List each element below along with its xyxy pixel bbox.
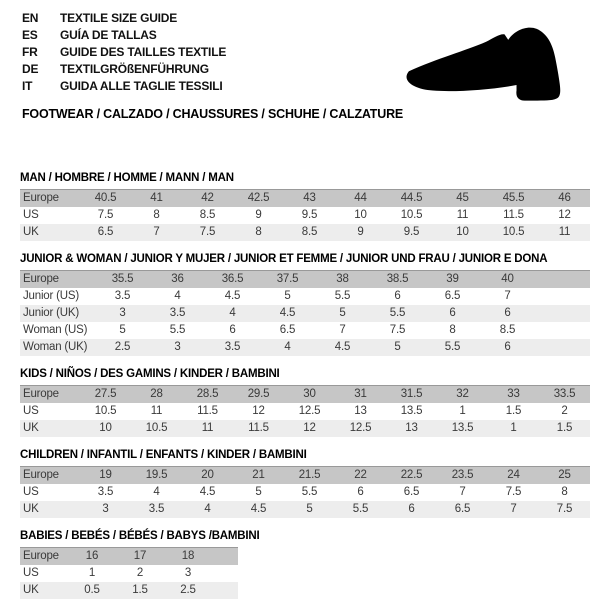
size-table-title: JUNIOR & WOMAN / JUNIOR Y MUJER / JUNIOR ET FEMME / JUNIOR UND FRAU / JUNIOR E DONA bbox=[20, 253, 548, 265]
size-cell: 5.5 bbox=[370, 305, 425, 322]
size-cell: 21.5 bbox=[284, 467, 335, 485]
size-cell: 5 bbox=[370, 339, 425, 356]
row-label: Europe bbox=[20, 548, 68, 566]
size-cell: 35.5 bbox=[95, 271, 150, 289]
table-row bbox=[20, 467, 590, 485]
empty-cell bbox=[535, 271, 590, 289]
table-row bbox=[20, 305, 590, 322]
size-cell: 11 bbox=[456, 209, 469, 221]
size-cell: 7 bbox=[504, 290, 511, 302]
size-cell: 0.5 bbox=[68, 582, 116, 599]
size-cell: 3.5 bbox=[205, 339, 260, 356]
size-cell: 10.5 bbox=[488, 224, 539, 241]
language-code: DE bbox=[22, 62, 39, 76]
table-row bbox=[20, 288, 590, 305]
size-cell: 40.5 bbox=[80, 190, 131, 208]
row-label: UK bbox=[20, 582, 68, 599]
size-cell: 4 bbox=[174, 290, 181, 302]
size-table-section-children bbox=[20, 449, 590, 518]
empty-cell bbox=[535, 322, 590, 339]
size-table-junior bbox=[20, 270, 590, 356]
size-cell: 10.5 bbox=[94, 405, 117, 417]
row-label: Europe bbox=[20, 190, 80, 208]
size-cell: 3.5 bbox=[114, 290, 131, 302]
size-cell: 7.5 bbox=[97, 209, 114, 221]
size-cell: 8.5 bbox=[284, 224, 335, 241]
dress-shoe-icon bbox=[388, 16, 588, 108]
size-cell: 9 bbox=[255, 209, 262, 221]
size-tables bbox=[20, 172, 590, 599]
size-cell: 6.5 bbox=[279, 324, 296, 336]
size-cell: 13 bbox=[386, 420, 437, 437]
size-cell: 6 bbox=[357, 486, 364, 498]
size-cell: 22 bbox=[335, 467, 386, 485]
size-table-title: MAN / HOMBRE / HOMME / MANN / MAN bbox=[20, 172, 234, 184]
size-cell: 12 bbox=[558, 209, 571, 221]
size-cell: 7 bbox=[131, 224, 182, 241]
row-label: Europe bbox=[20, 467, 80, 485]
size-cell: 39 bbox=[425, 271, 480, 289]
empty-cell bbox=[535, 305, 590, 322]
size-cell: 7 bbox=[459, 486, 466, 498]
size-cell: 12.5 bbox=[298, 405, 321, 417]
row-label: Woman (US) bbox=[23, 324, 88, 336]
size-cell: 5.5 bbox=[335, 501, 386, 518]
row-label: US bbox=[23, 209, 39, 221]
size-cell: 19.5 bbox=[131, 467, 182, 485]
size-cell: 46 bbox=[539, 190, 590, 208]
size-table-section-man bbox=[20, 172, 590, 241]
empty-cell bbox=[212, 582, 238, 599]
size-cell: 11.5 bbox=[503, 209, 524, 221]
size-cell: 44.5 bbox=[386, 190, 437, 208]
size-cell: 13.5 bbox=[437, 420, 488, 437]
size-cell: 36.5 bbox=[205, 271, 260, 289]
size-cell: 19 bbox=[80, 467, 131, 485]
size-cell: 13.5 bbox=[400, 405, 423, 417]
size-cell: 31 bbox=[335, 386, 386, 404]
size-cell: 6 bbox=[425, 305, 480, 322]
size-cell: 6.5 bbox=[437, 501, 488, 518]
size-cell: 3 bbox=[150, 339, 205, 356]
size-cell: 10.5 bbox=[400, 209, 423, 221]
size-cell: 11.5 bbox=[233, 420, 284, 437]
size-cell: 7 bbox=[488, 501, 539, 518]
row-label: US bbox=[23, 567, 39, 579]
size-cell: 3 bbox=[95, 305, 150, 322]
size-cell: 45.5 bbox=[488, 190, 539, 208]
size-table-children bbox=[20, 466, 590, 518]
size-cell: 5 bbox=[284, 501, 335, 518]
table-row bbox=[20, 420, 590, 437]
language-list bbox=[22, 10, 226, 95]
empty-cell bbox=[535, 288, 590, 305]
language-code: IT bbox=[22, 79, 33, 93]
size-cell: 31.5 bbox=[386, 386, 437, 404]
size-cell: 6.5 bbox=[403, 486, 420, 498]
size-cell: 1.5 bbox=[116, 582, 164, 599]
size-cell: 2.5 bbox=[164, 582, 212, 599]
size-cell: 29.5 bbox=[233, 386, 284, 404]
size-cell: 3 bbox=[184, 567, 192, 579]
size-cell: 4.5 bbox=[224, 290, 241, 302]
table-row bbox=[20, 207, 590, 224]
size-cell: 2.5 bbox=[95, 339, 150, 356]
language-label: GUIDE DES TAILLES TEXTILE bbox=[60, 45, 227, 59]
size-cell: 4.5 bbox=[315, 339, 370, 356]
size-cell: 16 bbox=[68, 548, 116, 566]
size-cell: 5.5 bbox=[301, 486, 318, 498]
size-cell: 3.5 bbox=[97, 486, 114, 498]
size-cell: 12.5 bbox=[335, 420, 386, 437]
size-cell: 8.5 bbox=[199, 209, 216, 221]
size-cell: 7 bbox=[339, 324, 346, 336]
size-cell: 5 bbox=[284, 290, 291, 302]
size-cell: 22.5 bbox=[386, 467, 437, 485]
size-cell: 6 bbox=[480, 305, 535, 322]
size-cell: 2 bbox=[561, 405, 568, 417]
row-label: UK bbox=[20, 224, 80, 241]
size-cell: 3.5 bbox=[131, 501, 182, 518]
row-label: UK bbox=[20, 501, 80, 518]
table-row bbox=[20, 565, 238, 582]
size-cell: 4 bbox=[182, 501, 233, 518]
language-row bbox=[22, 10, 226, 27]
size-cell: 37.5 bbox=[260, 271, 315, 289]
language-code: EN bbox=[22, 11, 39, 25]
size-cell: 5.5 bbox=[169, 324, 186, 336]
language-row bbox=[22, 61, 226, 78]
size-cell: 3.5 bbox=[150, 305, 205, 322]
size-cell: 6 bbox=[480, 339, 535, 356]
table-row bbox=[20, 339, 590, 356]
empty-cell bbox=[212, 565, 238, 582]
table-row bbox=[20, 322, 590, 339]
size-cell: 36 bbox=[150, 271, 205, 289]
size-cell: 18 bbox=[164, 548, 212, 566]
size-cell: 33.5 bbox=[539, 386, 590, 404]
size-cell: 41 bbox=[131, 190, 182, 208]
size-cell: 28.5 bbox=[182, 386, 233, 404]
size-cell: 4 bbox=[260, 339, 315, 356]
size-cell: 6 bbox=[386, 501, 437, 518]
size-cell: 24 bbox=[488, 467, 539, 485]
language-label: TEXTILE SIZE GUIDE bbox=[60, 11, 178, 25]
size-cell: 12 bbox=[284, 420, 335, 437]
size-table-section-babies bbox=[20, 530, 590, 599]
language-row bbox=[22, 27, 226, 44]
size-cell: 3 bbox=[80, 501, 131, 518]
size-cell: 42.5 bbox=[233, 190, 284, 208]
table-row bbox=[20, 484, 590, 501]
table-row bbox=[20, 190, 590, 208]
size-cell: 1.5 bbox=[539, 420, 590, 437]
empty-cell bbox=[212, 548, 238, 566]
size-cell: 5 bbox=[315, 305, 370, 322]
size-cell: 9.5 bbox=[301, 209, 318, 221]
size-cell: 10.5 bbox=[131, 420, 182, 437]
language-code: FR bbox=[22, 45, 38, 59]
size-cell: 5.5 bbox=[334, 290, 351, 302]
size-cell: 1.5 bbox=[505, 405, 522, 417]
size-cell: 43 bbox=[284, 190, 335, 208]
size-cell: 33 bbox=[488, 386, 539, 404]
size-cell: 10 bbox=[437, 224, 488, 241]
size-cell: 28 bbox=[131, 386, 182, 404]
size-cell: 4 bbox=[153, 486, 160, 498]
size-cell: 10 bbox=[354, 209, 367, 221]
table-row bbox=[20, 501, 590, 518]
size-cell: 4.5 bbox=[233, 501, 284, 518]
size-cell: 11 bbox=[150, 405, 163, 417]
row-label: Europe bbox=[20, 271, 95, 289]
language-row bbox=[22, 44, 226, 61]
row-label: US bbox=[23, 405, 39, 417]
size-cell: 7.5 bbox=[539, 501, 590, 518]
table-row bbox=[20, 271, 590, 289]
size-cell: 5.5 bbox=[425, 339, 480, 356]
size-cell: 21 bbox=[233, 467, 284, 485]
row-label: US bbox=[23, 486, 39, 498]
size-cell: 5 bbox=[255, 486, 262, 498]
size-cell: 45 bbox=[437, 190, 488, 208]
row-label: UK bbox=[20, 420, 80, 437]
size-cell: 5 bbox=[119, 324, 126, 336]
size-cell: 11 bbox=[539, 224, 590, 241]
size-table-title: BABIES / BEBÉS / BÉBÉS / BABYS /BAMBINI bbox=[20, 530, 260, 542]
row-label: Junior (US) bbox=[23, 290, 79, 302]
size-cell: 1 bbox=[88, 567, 96, 579]
size-cell: 9.5 bbox=[386, 224, 437, 241]
size-cell: 13 bbox=[354, 405, 367, 417]
empty-cell bbox=[535, 339, 590, 356]
language-label: GUÍA DE TALLAS bbox=[60, 28, 157, 42]
size-cell: 32 bbox=[437, 386, 488, 404]
size-cell: 8 bbox=[153, 209, 160, 221]
size-cell: 4.5 bbox=[260, 305, 315, 322]
size-cell: 23.5 bbox=[437, 467, 488, 485]
size-table-section-junior bbox=[20, 253, 590, 356]
size-cell: 20 bbox=[182, 467, 233, 485]
table-row bbox=[20, 403, 590, 420]
size-table-title: CHILDREN / INFANTIL / ENFANTS / KINDER / BAMBINI bbox=[20, 449, 307, 461]
size-cell: 6 bbox=[394, 290, 401, 302]
language-label: TEXTILGRÖßENFÜHRUNG bbox=[60, 62, 209, 76]
table-row bbox=[20, 386, 590, 404]
category-heading: FOOTWEAR / CALZADO / CHAUSSURES / SCHUHE / CALZATURE bbox=[22, 107, 404, 121]
size-cell: 11.5 bbox=[197, 405, 218, 417]
size-cell: 2 bbox=[136, 567, 144, 579]
size-cell: 6.5 bbox=[80, 224, 131, 241]
size-table-kids bbox=[20, 385, 590, 437]
size-cell: 25 bbox=[539, 467, 590, 485]
size-cell: 10 bbox=[80, 420, 131, 437]
row-label: Europe bbox=[20, 386, 80, 404]
size-cell: 42 bbox=[182, 190, 233, 208]
size-cell: 6 bbox=[229, 324, 236, 336]
size-cell: 4 bbox=[205, 305, 260, 322]
size-cell: 8 bbox=[449, 324, 456, 336]
size-cell: 38 bbox=[315, 271, 370, 289]
size-cell: 4.5 bbox=[199, 486, 216, 498]
language-label: GUIDA ALLE TAGLIE TESSILI bbox=[60, 79, 223, 93]
language-row bbox=[22, 78, 226, 95]
size-table-title: KIDS / NIÑOS / DES GAMINS / KINDER / BAMBINI bbox=[20, 368, 280, 380]
table-row bbox=[20, 548, 238, 566]
size-cell: 17 bbox=[116, 548, 164, 566]
size-cell: 9 bbox=[335, 224, 386, 241]
size-table-section-kids bbox=[20, 368, 590, 437]
size-cell: 38.5 bbox=[370, 271, 425, 289]
size-cell: 8 bbox=[233, 224, 284, 241]
size-cell: 1 bbox=[488, 420, 539, 437]
size-cell: 12 bbox=[252, 405, 265, 417]
language-code: ES bbox=[22, 28, 38, 42]
size-cell: 11 bbox=[182, 420, 233, 437]
size-cell: 27.5 bbox=[80, 386, 131, 404]
table-row bbox=[20, 224, 590, 241]
size-cell: 8 bbox=[561, 486, 568, 498]
size-cell: 44 bbox=[335, 190, 386, 208]
size-cell: 1 bbox=[459, 405, 466, 417]
size-cell: 7.5 bbox=[389, 324, 406, 336]
size-cell: 40 bbox=[480, 271, 535, 289]
row-label: Woman (UK) bbox=[20, 339, 95, 356]
table-row bbox=[20, 582, 238, 599]
size-cell: 8.5 bbox=[499, 324, 516, 336]
size-cell: 30 bbox=[284, 386, 335, 404]
size-cell: 7.5 bbox=[505, 486, 522, 498]
row-label: Junior (UK) bbox=[20, 305, 95, 322]
size-table-man bbox=[20, 189, 590, 241]
size-table-babies bbox=[20, 547, 238, 599]
size-cell: 7.5 bbox=[182, 224, 233, 241]
size-cell: 6.5 bbox=[444, 290, 461, 302]
